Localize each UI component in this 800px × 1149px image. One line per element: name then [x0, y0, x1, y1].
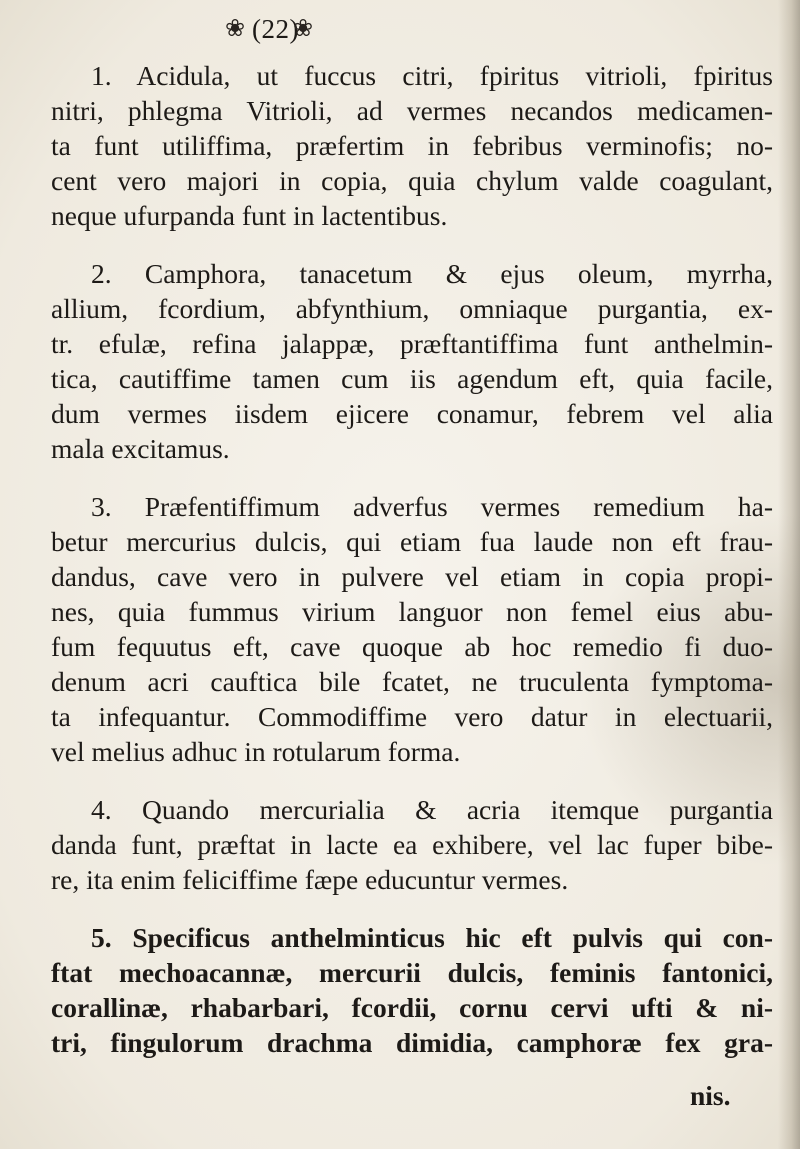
text-line: neque ufurpanda funt in lactentibus.	[51, 200, 448, 231]
fleuron-ornament-left: ❀	[225, 16, 246, 42]
text-line: 5. Specificus anthelminticus hic eft pulvis qui con-	[91, 922, 773, 953]
text-line: 4. Quando mercurialia & acria itemque purgantia	[91, 794, 773, 825]
paragraph-1	[51, 58, 773, 233]
text-line: vel melius adhuc in rotularum forma.	[51, 736, 461, 767]
text-line: betur mercurius dulcis, qui etiam fua laude non eft frau-	[51, 526, 773, 557]
text-line: corallinæ, rhabarbari, fcordii, cornu cervi ufti & ni-	[51, 992, 773, 1023]
paragraph-2	[51, 256, 773, 466]
text-line: dandus, cave vero in pulvere vel etiam in copia propi-	[51, 561, 773, 592]
text-line: denum acri cauftica bile fcatet, ne truculenta fymptoma-	[51, 666, 773, 697]
paragraph-5	[51, 920, 773, 1060]
text-line: 3. Præfentiffimum adverfus vermes remedium ha-	[91, 491, 773, 522]
page-number: (22)	[252, 14, 299, 44]
text-line: re, ita enim feliciffime fæpe educuntur vermes.	[51, 864, 569, 895]
text-line: 1. Acidula, ut fuccus citri, fpiritus vitrioli, fpiritus	[91, 60, 773, 91]
text-line: tica, cautiffime tamen cum iis agendum eft, quia facile,	[51, 363, 773, 394]
text-line: 2. Camphora, tanacetum & ejus oleum, myrrha,	[91, 258, 773, 289]
body-text	[51, 58, 773, 1083]
text-line: danda funt, præftat in lacte ea exhibere, vel lac fuper bibe-	[51, 829, 773, 860]
paragraph-4	[51, 792, 773, 897]
text-line: fum fequutus eft, cave quoque ab hoc remedio fi duo-	[51, 631, 773, 662]
text-line: allium, fcordium, abfynthium, omniaque purgantia, ex-	[51, 293, 773, 324]
fleuron-ornament-right: ❀	[293, 16, 314, 42]
text-line: tri, fingulorum drachma dimidia, camphoræ fex gra-	[51, 1027, 773, 1058]
page-edge-shadow	[778, 0, 800, 1149]
text-line: ftat mechoacannæ, mercurii dulcis, feminis fantonici,	[51, 957, 773, 988]
text-line: cent vero majori in copia, quia chylum valde coagulant,	[51, 165, 773, 196]
text-line: nes, quia fummus virium languor non femel eius abu-	[51, 596, 773, 627]
paragraph-3	[51, 489, 773, 769]
text-line: dum vermes iisdem ejicere conamur, febrem vel alia	[51, 398, 773, 429]
catchword: nis.	[690, 1080, 731, 1111]
page-header	[0, 12, 800, 48]
text-line: mala excitamus.	[51, 433, 230, 464]
text-line: ta infequantur. Commodiffime vero datur in electuarii,	[51, 701, 773, 732]
text-line: nitri, phlegma Vitrioli, ad vermes necandos medicamen-	[51, 95, 773, 126]
text-line: tr. efulæ, refina jalappæ, præftantiffima funt anthelmin-	[51, 328, 773, 359]
text-line: ta funt utiliffima, præfertim in febribus verminofis; no-	[51, 130, 773, 161]
